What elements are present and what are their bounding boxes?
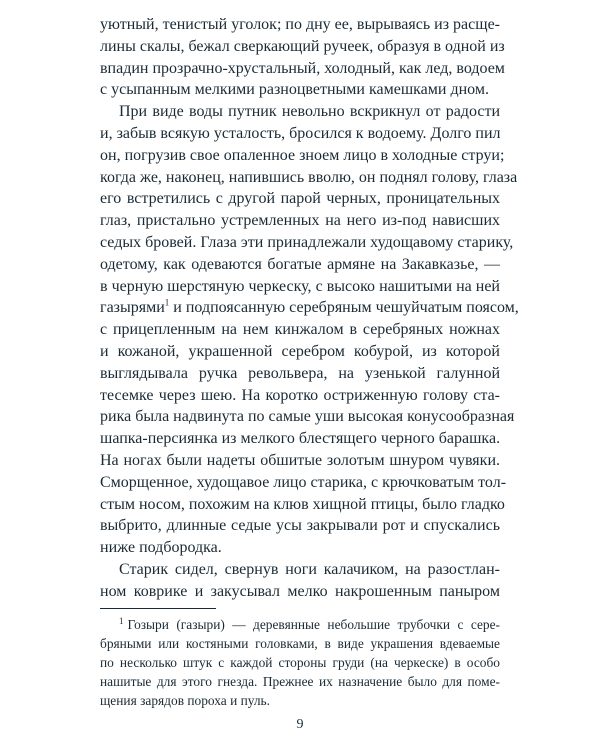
text-line: При виде воды путник невольно вскрикнул от радости (119, 103, 500, 121)
main-text (100, 14, 519, 603)
text-line: выглядывала ручка револьвера, на узенькой галунной (100, 364, 500, 382)
text-line: Сморщенное, худощавое лицо старика, с крючковатым тол- (100, 473, 507, 491)
page-number: 9 (296, 717, 304, 732)
footnote-line-text: Гозыри (газыри) — деревянные небольшие трубочки с сере- (127, 617, 500, 632)
text-line: одетому, как одеваются богатые армяне на Закавказье, — (100, 255, 500, 273)
text-line: На ногах были надеты обшитые золотым шнуром чувяки. (100, 451, 500, 469)
text-line: его встретились с другой парой черных, проницательных (100, 190, 500, 208)
text-line: стым носом, похожим на клюв хищной птицы, было гладко (100, 495, 505, 513)
text-line: с прицепленным на нем кинжалом в серебряных ножнах (100, 321, 500, 339)
footnote-mark: 1 (119, 615, 124, 626)
footnote-line: щения зарядов пороха и пуль. (100, 693, 271, 708)
text-line: глаз, пристально устремленных на него из-под нависших (100, 212, 500, 230)
footnote-divider (100, 608, 216, 609)
footnote-line: бряными или костяными головками, в виде украшения вдеваемые (100, 636, 500, 651)
text-line-with-footnote-ref (100, 297, 519, 319)
text-line: ниже подбородка. (100, 539, 222, 557)
text-line: шапка-персиянка из мелкого блестящего черного барашка. (100, 430, 501, 448)
text-line: и, забыв всякую усталость, бросился к водоему. Долго пил (100, 124, 501, 142)
footnote-reference[interactable]: 1 (164, 298, 170, 309)
text-line: он, погрузив свое опаленное зноем лицо в холодные струи; (100, 146, 505, 164)
text-line: уютный, тенистый уголок; по дну ее, вырываясь из расще- (100, 16, 500, 33)
text-line: лины скалы, бежал сверкающий ручеек, образуя в одной из (100, 37, 505, 55)
text-line: тесемке через шею. На коротко остриженную голову ста- (100, 386, 500, 404)
footnote-line: нашитые для этого гнезда. Прежнее их назначение было для поме- (100, 674, 500, 689)
text-line: рика была надвинута по самые уши высокая конусообразная (100, 408, 515, 426)
text-line-part: и подпоясанную серебряным чешуйчатым поясом, (173, 299, 519, 317)
text-line: впадин прозрачно-хрустальный, холодный, как лед, водоем (100, 59, 505, 77)
text-line: седых бровей. Глаза эти принадлежали худощавому старику, (100, 233, 514, 251)
text-line: Старик сидел, свернув ноги калачиком, на разостлан- (119, 560, 500, 578)
footnote-line (100, 615, 500, 634)
text-line-part: газырями (100, 299, 165, 317)
footnote (100, 615, 500, 710)
footnote-line: по несколько штук с каждой стороны груди (на черкеске) в особо (100, 655, 500, 670)
text-line: выбрито, длинные седые усы закрывали рот и спускались (100, 517, 500, 535)
text-line: когда же, наконец, напившись вволю, он поднял голову, глаза (100, 168, 518, 186)
text-line: и кожаной, украшенной серебром кобурой, из которой (100, 342, 500, 360)
text-line: в черную шерстяную черкеску, с высоко нашитыми на ней (100, 277, 500, 295)
text-line: с усыпанным мелкими разноцветными камешками дном. (100, 81, 489, 99)
text-line: ном коврике и закусывал мелко накрошенным паныром (100, 582, 500, 600)
